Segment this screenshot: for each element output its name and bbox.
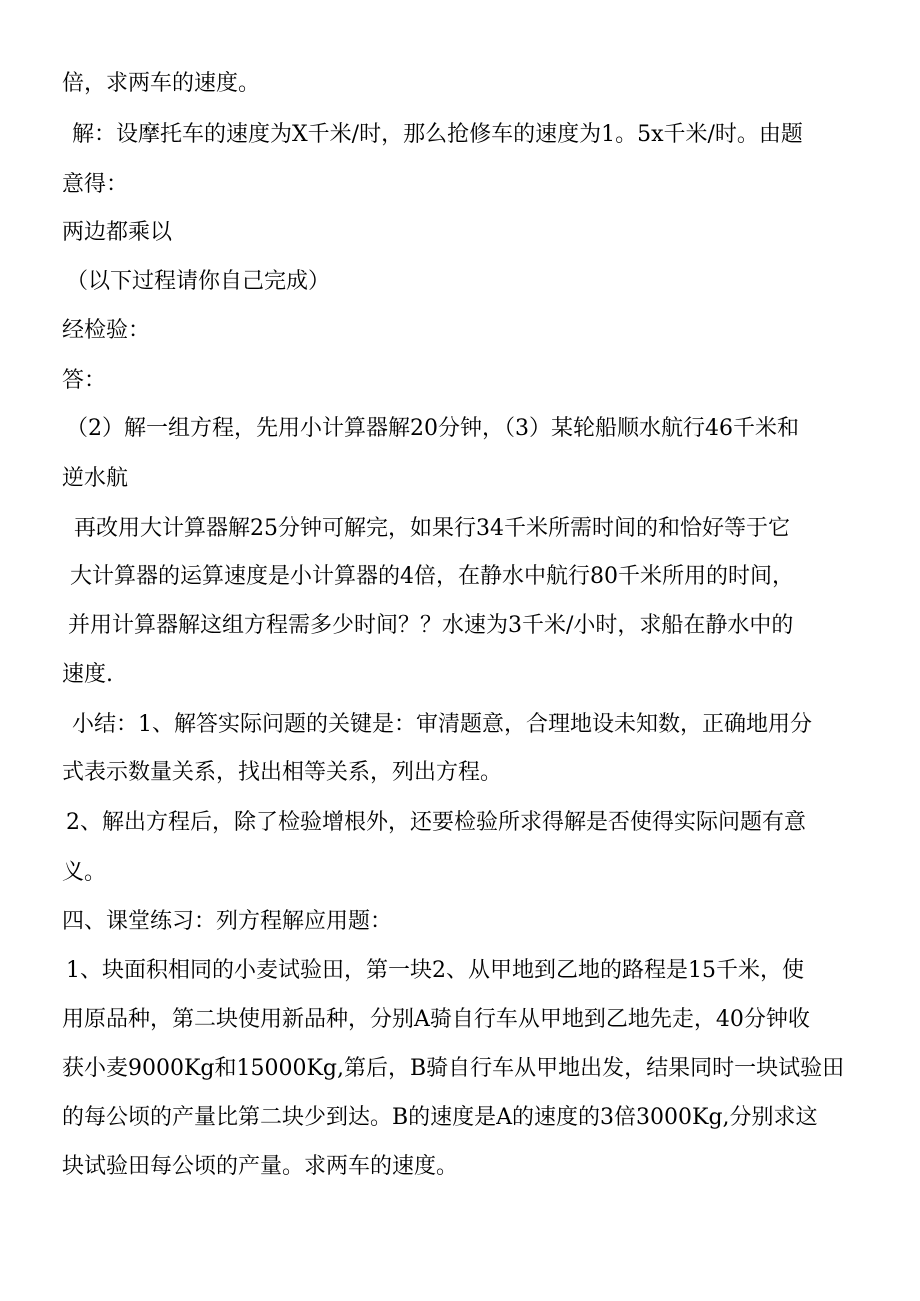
text-line: 块试验田每公顷的产量。求两车的速度。 xyxy=(62,1154,459,1179)
text-line: 1、块面积相同的小麦试验田，第一块2、从甲地到乙地的路程是15千米，使 xyxy=(66,958,804,983)
text-line: 速度. xyxy=(62,662,113,687)
text-line: 经检验： xyxy=(62,318,151,343)
text-line: 答： xyxy=(62,368,107,393)
text-line: 四、课堂练习：列方程解应用题： xyxy=(62,909,393,934)
text-line: 用原品种，第二块使用新品种，分别A骑自行车从甲地到乙地先走，40分钟收 xyxy=(62,1007,810,1032)
text-line: 义。 xyxy=(62,860,107,885)
text-line: 大计算器的运算速度是小计算器的4倍，在静水中航行80千米所用的时间， xyxy=(70,564,794,589)
text-line: 小结：1、解答实际问题的关键是：审清题意，合理地设未知数，正确地用分 xyxy=(72,712,812,737)
text-line: 式表示数量关系，找出相等关系，列出方程。 xyxy=(62,760,503,785)
text-line: 逆水航 xyxy=(62,466,129,491)
text-line: 两边都乘以 xyxy=(62,220,173,245)
text-line: 的每公顷的产量比第二块少到达。B的速度是A的速度的3倍3000Kg,分别求这 xyxy=(62,1105,818,1130)
text-line: （以下过程请你自己完成） xyxy=(66,269,331,294)
text-line: 倍，求两车的速度。 xyxy=(62,71,261,96)
text-line: 再改用大计算器解25分钟可解完，如果行34千米所需时间的和恰好等于它 xyxy=(74,516,790,541)
text-line: 获小麦9000Kg和15000Kg,第后，B骑自行车从甲地出发，结果同时一块试验田 xyxy=(62,1056,845,1081)
text-line: 意得： xyxy=(62,172,129,197)
text-line: 解：设摩托车的速度为X千米/时，那么抢修车的速度为1。5x千米/时。由题 xyxy=(72,122,803,147)
text-line: （2）解一组方程，先用小计算器解20分钟，（3）某轮船顺水航行46千米和 xyxy=(66,416,799,441)
text-line: 并用计算器解这组方程需多少时间？？水速为3千米/小时，求船在静水中的 xyxy=(68,613,794,638)
text-line: 2、解出方程后，除了检验增根外，还要检验所求得解是否使得实际问题有意 xyxy=(66,810,806,835)
